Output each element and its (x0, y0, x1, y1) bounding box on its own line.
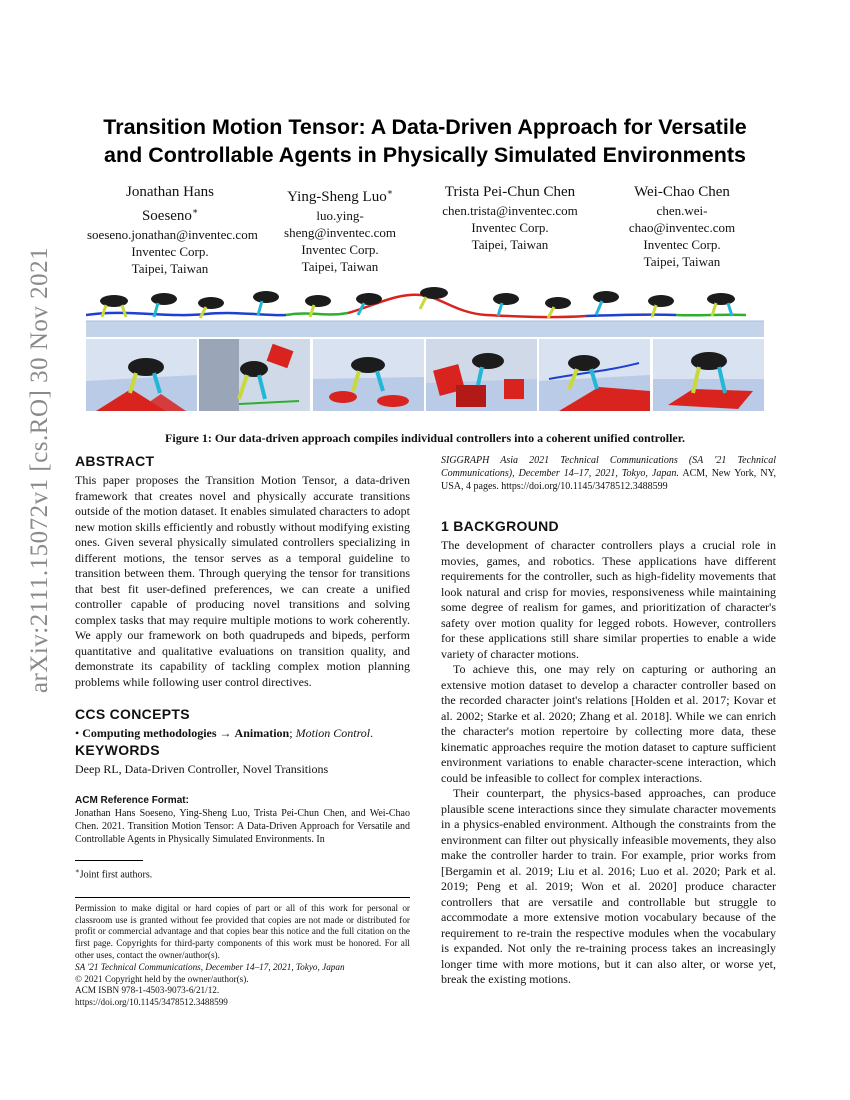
ccs-bullet: • (75, 726, 80, 740)
permission-rule (75, 897, 410, 898)
left-column (75, 452, 410, 1009)
footnote-text: Joint first authors. (79, 868, 153, 880)
author-2-email: luo.ying- (316, 208, 364, 223)
permission-doi: https://doi.org/10.1145/3478512.3488599 (75, 997, 228, 1008)
author-1-location: Taipei, Taiwan (131, 261, 209, 276)
author-3-org: Inventec Corp. (471, 220, 549, 235)
ccs-separator: ; (289, 726, 293, 740)
author-1-name-cont: Soeseno (141, 208, 192, 224)
author-1 (87, 183, 258, 277)
permission-venue: SA '21 Technical Communications, December 14–17, 2021, Tokyo, Japan (75, 961, 345, 972)
background-heading: 1 BACKGROUND (441, 518, 559, 534)
arxiv-stamp (20, 0, 60, 1100)
permission-text: Permission to make digital or hard copies of part or all of this work for personal or classroom use is granted without fee provided that copies are not made or distributed for profit or commercial advantage and that copies bear this notice and the full citation on the first page. Copyrights for third-party components of this work must be honored. For all other uses, contact the owner/author(s). (75, 902, 410, 961)
keywords-text: Deep RL, Data-Driven Controller, Novel Transitions (75, 762, 329, 776)
keywords-heading: KEYWORDS (75, 742, 160, 758)
footnote-mark: ∗ (75, 866, 80, 875)
ccs-arrow: → (219, 726, 232, 740)
author-4-email-cont: chao@inventec.com (628, 220, 736, 235)
footnote (75, 865, 410, 881)
teaser-panels (86, 339, 764, 411)
author-2-name: Ying-Sheng Luo (287, 189, 387, 205)
author-1-email: soeseno.jonathan@inventec.com (87, 227, 258, 242)
footnote-rule (75, 860, 143, 861)
trajectory-blue-2 (586, 315, 676, 316)
ccs-concepts (75, 726, 410, 741)
acm-reference-text: Jonathan Hans Soeseno, Ying-Sheng Luo, Trista Pei-Chun Chen, and Wei-Chao Chen. 2021. Transition Motion Tensor: A Data-Driven Approach for Versatile and Controllable Agents in Physically Simulated Environments. In (75, 807, 410, 845)
teaser-panel-4 (426, 339, 537, 411)
figure-caption: Figure 1: Our data-driven approach compiles individual controllers into a coherent unified controller. (165, 431, 685, 445)
author-4-location: Taipei, Taiwan (643, 254, 721, 269)
trajectory-green-1 (286, 313, 348, 315)
author-3-location: Taipei, Taiwan (471, 237, 549, 252)
abstract-heading: ABSTRACT (75, 453, 155, 469)
background-paragraph-2: To achieve this, one may rely on capturing or authoring an extensive motion dataset to develop a character controller based on the recorded character joint's relations [Holden et al. 2017; Kovar et al. 2002; Starke et al. 2020; Zhang et al. 2018]. While we can enrich the character's motion repertoire by collecting more data, these kinematic approaches require the motion dataset to capture sufficient environment variations to enable character-scene interaction, which could be infeasible to collect for complex interactions. (441, 662, 776, 785)
author-4-name: Wei-Chao Chen (634, 184, 730, 200)
background-paragraph-3: Their counterpart, the physics-based approaches, can produce plausible scene interactions since they simulate character movements in a physics-enabled environment. Although the constraints from the environment can filter out physically infeasible movements, they also make the controller harder to train. For example, prior works from [Bergamin et al. 2019; Liu et al. 2016; Luo et al. 2020; Park et al. 2019; Peng et al. 2019; Won et al. 2020] produce character controllers that are versatile and controllable but struggle to accommodate a more extensive motion vocabulary because of the requirement to re-train the respective modules when the vocabulary is expanded. Not only the re-training process takes an increasingly longer time with more motions, but it can also alter, or worse yet, break the existing motions. (441, 786, 776, 986)
author-1-mark: ∗ (191, 206, 199, 216)
author-4-org: Inventec Corp. (643, 237, 721, 252)
ccs-heading: CCS CONCEPTS (75, 706, 190, 722)
right-column (441, 452, 776, 988)
teaser-figure (86, 285, 764, 411)
arxiv-id: arXiv:2111.15072v1 [cs.RO] 30 Nov 2021 (26, 246, 53, 694)
author-2-mark: ∗ (386, 187, 393, 197)
teaser-panel-2 (199, 339, 310, 411)
teaser-panel-1 (86, 339, 197, 411)
author-2-location: Taipei, Taiwan (301, 259, 379, 274)
ccs-subterm: Animation (234, 726, 290, 740)
author-2-org: Inventec Corp. (301, 242, 379, 257)
trajectory-strip (86, 285, 764, 337)
paper-title (75, 113, 775, 169)
author-2 (265, 183, 415, 275)
acm-reference-continued (441, 454, 776, 493)
teaser-panel-5 (539, 339, 650, 411)
author-2-email-cont: sheng@inventec.com (284, 225, 396, 240)
trajectory-floor (86, 321, 764, 337)
ccs-end: . (370, 726, 374, 740)
author-3 (425, 183, 595, 253)
robot-silhouettes (100, 287, 735, 309)
author-4 (602, 183, 762, 270)
background-paragraph-1: The development of character controllers plays a crucial role in movies, games, and robotics. These applications have different requirements for the controller, such as high-fidelity movements that look natural and crisp for movies, responsiveness while maintaining some degree of realism for games, and prioritization of character's safety over motion quality for legged robots. However, controllers for these applications still share similar properties to enable a wide variety of character motions. (441, 538, 776, 661)
ccs-italic: Motion Control (295, 726, 371, 740)
author-3-name: Trista Pei-Chun Chen (444, 184, 576, 200)
acm-reference-heading: ACM Reference Format: (75, 794, 189, 806)
abstract-text: This paper proposes the Transition Motion Tensor, a data-driven framework that creates novel and physically accurate transitions outside of the motion dataset. It enables simulated characters to adopt new motion skills efficiently and robustly without modifying existing ones. Given several physically simulated controllers specializing in different motions, the tensor serves as a temporal guideline to transition between them. Through querying the tensor for transitions that best fit user-defined preferences, we can create a unified controller capable of producing novel transitions and solving complex tasks that may require multiple motions to work coherently. We apply our framework on both quadrupeds and bipeds, perform quantitative and qualitative evaluations on transition quality, and demonstrate its capability of tackling complex motion planning problems while following user control directives. (75, 473, 410, 689)
acm-reference-venue: SIGGRAPH Asia 2021 Technical Communications (SA '21 Technical Communications), December 14–17, 2021, Tokyo, Japan. (441, 455, 776, 479)
ccs-term: Computing methodologies (82, 726, 217, 740)
author-1-org: Inventec Corp. (131, 244, 209, 259)
author-4-email: chen.wei- (656, 203, 708, 218)
acm-reference-publisher: ACM, New York, NY, USA, 4 pages. https://doi.org/10.1145/3478512.3488599 (441, 468, 777, 492)
title-line-2: and Controllable Agents in Physically Simulated Environments (104, 143, 746, 167)
title-line-1: Transition Motion Tensor: A Data-Driven Approach for Versatile (103, 115, 747, 139)
author-1-name: Jonathan Hans (126, 184, 214, 200)
trajectory-blue-1 (86, 313, 286, 315)
author-3-email: chen.trista@inventec.com (442, 203, 578, 218)
permission-isbn: ACM ISBN 978-1-4503-9073-6/21/12. (75, 985, 220, 996)
permission-block (75, 903, 410, 1009)
teaser-panel-6 (653, 339, 764, 411)
permission-copyright: © 2021 Copyright held by the owner/author(s). (75, 973, 249, 984)
teaser-panel-3 (313, 339, 424, 411)
